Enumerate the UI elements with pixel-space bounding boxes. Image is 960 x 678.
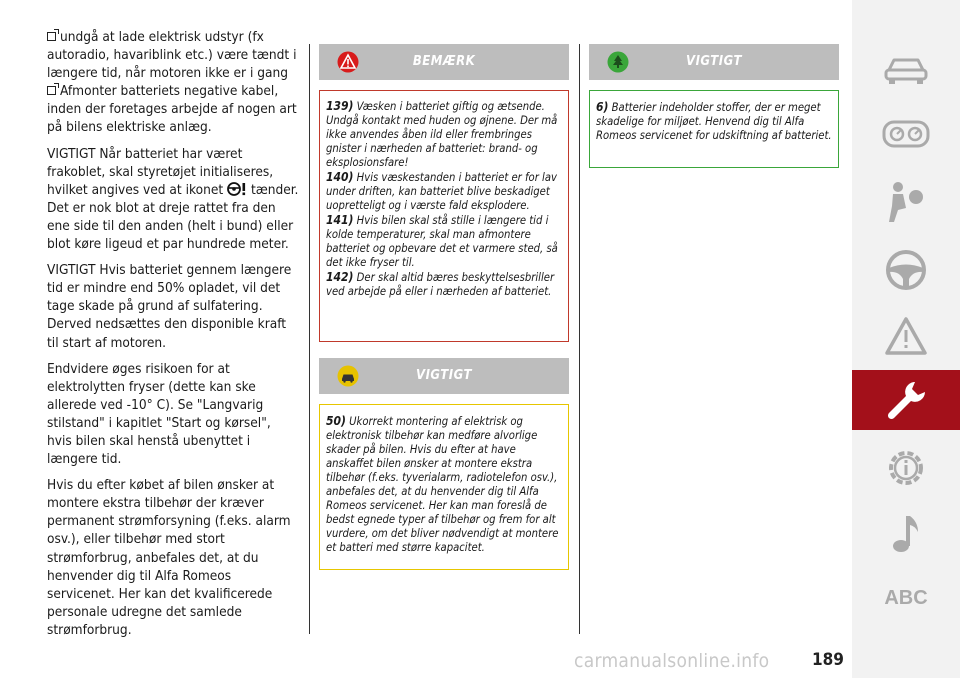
note-item: 142) Der skal altid bæres beskyttelsesbriller ved arbejde på eller i nærheden af batteriet. (326, 270, 555, 298)
airbag-person-icon (884, 180, 928, 224)
watermark: carmanualsonline.info (574, 650, 770, 672)
steering-warning-icon (227, 182, 247, 196)
main-text-column (47, 28, 299, 647)
vigtigt-car-title: VIGTIGT (416, 368, 472, 383)
column-divider (309, 44, 310, 634)
warning-triangle-icon (884, 316, 928, 356)
sidebar-item-warnings[interactable] (852, 306, 960, 366)
vigtigt-car-box (319, 404, 569, 570)
paragraph-2: VIGTIGT Når batteriet har været frakoblet, skal styretøjet initialiseres, hvilket angives ved at ikonet tænder. Det er nok blot at dreje rattet fra den ene side til den anden (helt i bund) eller blot køre ligeud et par hundrede meter. (47, 145, 299, 253)
column-divider (579, 44, 580, 634)
paragraph-1: undgå at lade elektrisk udstyr (fx autoradio, havariblink etc.) være tændt i længere tid, når motoren ikke er i gang Afmonter batteriets negative kabel, inden der foretages arbejde af nogen art på bilens elektriske anlæg. (47, 29, 297, 136)
sidebar-item-technical-data[interactable] (852, 438, 960, 498)
note-item: 141) Hvis bilen skal stå stille i længere tid i kolde temperaturer, skal man afmontere batteriet og opbevare det et varmere sted, så det ikke fryser til. (326, 213, 558, 269)
note-item: 50) Ukorrekt montering af elektrisk og elektronisk tilbehør kan medføre alvorlige skader på bilen. Hvis du efter at have anskaffet bilen ønsker at montere ekstra tilbehør (f.eks. tyverialarm, radiotelefon osv.), anbefales det, at du henvender dig til Alfa Romeos servicenet. Her kan man foreslå de bedst egnede typer af tilbehør og frem for alt vurdere, om det bliver nødvendigt at montere et batteri med større kapacitet. (326, 414, 559, 554)
note-item: 6) Batterier indeholder stoffer, der er meget skadelige for miljøet. Henvend dig til Alfa Romeos servicenet for udskiftning af batteriet. (596, 100, 832, 142)
sidebar-item-dashboard[interactable] (852, 104, 960, 164)
note-item: 140) Hvis væskestanden i batteriet er for lav under driften, kan batteriet blive beskadiget uopretteligt og i værste fald eksplodere. (326, 170, 557, 212)
bullet-square-icon (47, 86, 56, 95)
vigtigt-env-box (589, 90, 839, 168)
steering-wheel-icon (885, 249, 927, 291)
abc-index-icon: ABC (884, 586, 928, 609)
sidebar-item-index[interactable] (852, 568, 960, 628)
sidebar-item-multimedia[interactable] (852, 504, 960, 564)
car-icon (883, 55, 929, 85)
page-number: 189 (812, 650, 844, 670)
chapter-sidebar (852, 0, 960, 678)
dashboard-icon (882, 120, 930, 148)
wrench-icon (884, 378, 928, 422)
sidebar-item-car[interactable] (852, 40, 960, 100)
bemaerk-title: BEMÆRK (412, 54, 476, 69)
paragraph-3: VIGTIGT Hvis batteriet gennem længere tid er mindre end 50% opladet, vil det tage skade på grund af sulfatering. Derved nedsættes den disponible kraft til start af motoren. (47, 262, 292, 351)
sidebar-item-maintenance[interactable] (852, 370, 960, 430)
vigtigt-env-header (589, 44, 839, 80)
bemaerk-box (319, 90, 569, 342)
sidebar-item-driving[interactable] (852, 240, 960, 300)
paragraph-5: Hvis du efter købet af bilen ønsker at montere ekstra tilbehør der kræver permanent strømforsyning (f.eks. alarm osv.), eller tilbehør med stort strømforbrug, anbefales det, at du henvender dig til Alfa Romeos servicenet. Her kan det kvalificerede personale udregne det samlede strømforbrug. (47, 477, 291, 638)
bullet-square-icon (47, 32, 56, 41)
note-item: 139) Væsken i batteriet giftig og ætsende. Undgå kontakt med huden og øjnene. Der må ikke anvendes åben ild eller frembringes gnister i nærheden af batteriet: brand- og eksplosionsfare! (326, 99, 558, 169)
sidebar-item-safety[interactable] (852, 172, 960, 232)
info-gear-icon (884, 446, 928, 490)
bemaerk-header (319, 44, 569, 80)
paragraph-4: Endvidere øges risikoen for at elektrolytten fryser (dette kan ske allerede ved -10° C). Se "Langvarig stilstand" i kapitlet "Start og kørsel", hvis bilen skal henstå ubenyttet i længere tid. (47, 360, 271, 468)
vigtigt-car-header (319, 358, 569, 394)
vigtigt-env-title: VIGTIGT (686, 54, 742, 69)
music-note-icon (888, 512, 924, 556)
